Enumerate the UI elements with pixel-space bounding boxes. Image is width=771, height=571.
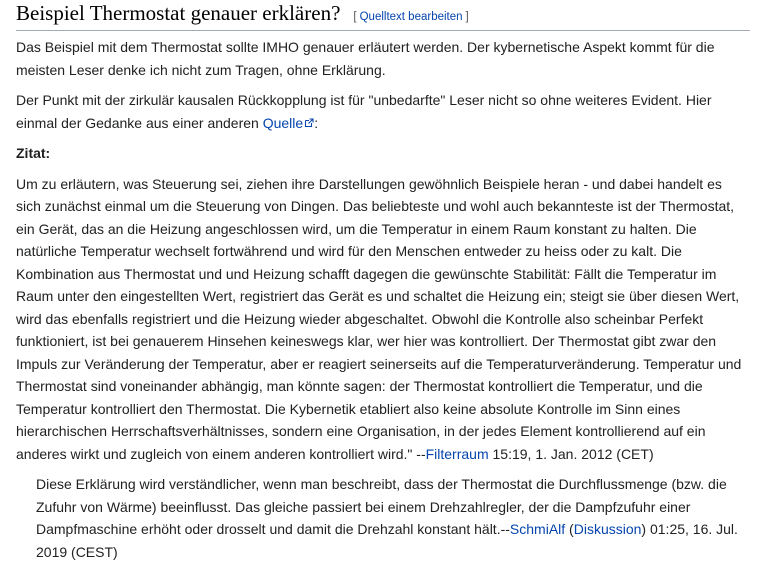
section-title: Beispiel Thermostat genauer erklären? xyxy=(16,1,341,25)
quote-paragraph xyxy=(16,173,750,466)
quote-text: Um zu erläutern, was Steuerung sei, ziehen ihre Darstellungen gewöhnlich Beispiele heran - und dabei handelt es sich zunächst einmal um die Steuerung von Dingen. Das beliebteste und wohl auch bekannteste ist der Thermostat, ein Gerät, das an die Heizung angeschlossen wird, um die Temperatur in einem Raum konstant zu halten. Die natürliche Temperatur wechselt fortwährend und wird für den Menschen entweder zu heiss oder zu kalt. Die Kombination aus Thermostat und und Heizung schafft dagegen die gewünschte Stabilität: Fällt die Temperatur im Raum unter den eingestellten Wert, registriert das Gerät es und schaltet die Heizung ein; steigt sie über diesen Wert, wird das ebenfalls registriert und die Heizung wieder abgeschaltet. Obwohl die Kontrolle also scheinbar Perfekt funktioniert, ist bei genauerem Hinsehen keineswegs klar, wer hier was kontrolliert. Der Thermostat gibt zwar den Impuls zur Veränderung der Temperatur, aber er reagiert seinerseits auf die Temperaturveränderung. Temperatur und Thermostat sind voneinander abhängig, man könnte sagen: der Thermostat kontrolliert die Temperatur, und die Temperatur kontrolliert den Thermostat. Die Kybernetik etabliert also keine absolute Kontrolle im Sinn eines hierarchischen Herrschaftsverhältnisses, sondern eine Organisation, in der jedes Element kontrollierend auf ein anderes wirkt und zugleich von einem anderen kontrolliert wird." -- xyxy=(16,175,742,462)
external-link-icon xyxy=(304,118,314,128)
edit-source-link[interactable]: Quelltext bearbeiten xyxy=(359,11,463,23)
edit-bracket-close: ] xyxy=(465,11,469,23)
paragraph-2-end: : xyxy=(314,114,319,131)
reply-paren-open: ( xyxy=(565,521,574,537)
edit-bracket-open: [ xyxy=(353,11,357,23)
reply-paren-close: ) xyxy=(641,521,647,537)
user-talk-link[interactable]: Diskussion xyxy=(573,521,642,537)
edit-section xyxy=(353,11,468,23)
source-link[interactable] xyxy=(263,115,314,131)
paragraph-2 xyxy=(16,89,750,134)
reply-text: Diese Erklärung wird verständlicher, wenn man beschreibt, dass der Thermostat die Durchflussmenge (bzw. die Zufuhr von Wärme) beeinflusst. Das gleiche passiert bei einem Drehzahlregler, der die Dampfzufuhr einer Dampfmaschine erhöht oder drosselt und damit die Drehzahl konstant hält.-- xyxy=(36,476,727,537)
user-link-schmialf[interactable]: SchmiAlf xyxy=(509,521,566,537)
paragraph-1: Das Beispiel mit dem Thermostat sollte IMHO genauer erläutert werden. Der kybernetische Aspekt kommt für die meisten Leser denke ich nicht zum Tragen, ohne Erklärung. xyxy=(16,39,715,78)
quote-timestamp: 15:19, 1. Jan. 2012 (CET) xyxy=(488,445,654,462)
quote-label-row xyxy=(16,142,750,165)
paragraph-2-text: Der Punkt mit der zirkulär kausalen Rückkopplung ist für "unbedarfte" Leser nicht so ohne weiteres Evident. Hier einmal der Gedanke aus einer anderen xyxy=(16,92,712,131)
reply-paragraph xyxy=(36,473,750,563)
section-heading xyxy=(16,0,750,31)
source-link-label: Quelle xyxy=(262,114,304,131)
user-link-filterraum[interactable]: Filterraum xyxy=(425,445,489,462)
quote-label: Zitat: xyxy=(16,145,51,161)
reply-timestamp: 01:25, 16. Jul. 2019 (CEST) xyxy=(36,521,738,560)
